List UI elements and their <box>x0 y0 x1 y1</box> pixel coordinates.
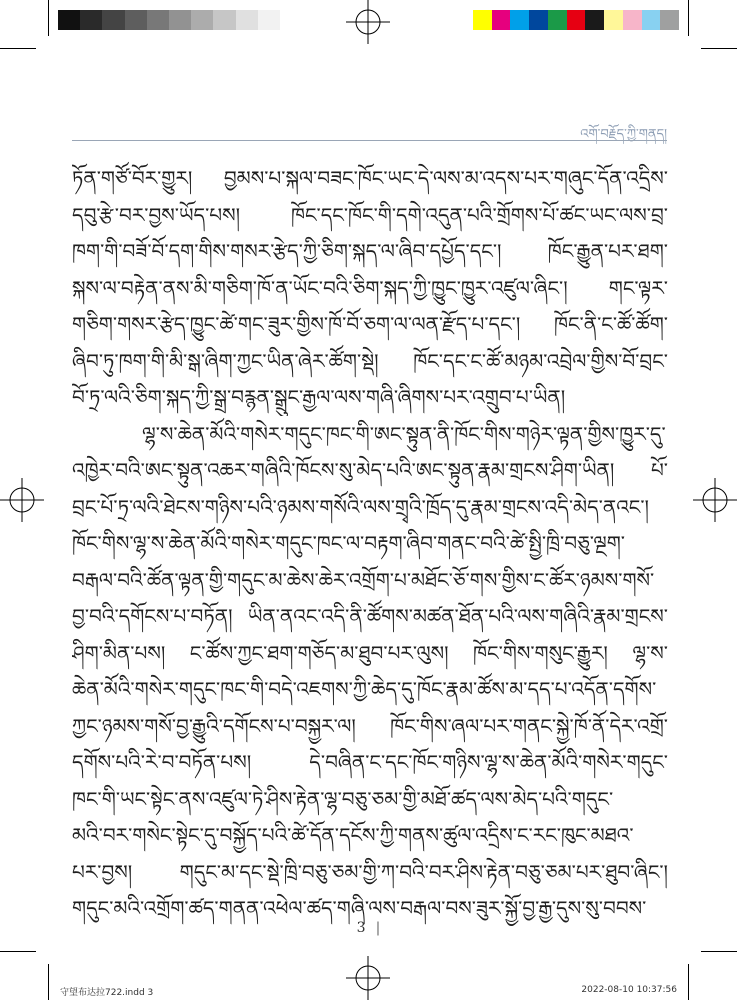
text-line: ཀྱང་ཉམས་གསོ་བྱ་རྒྱུའི་དགོངས་པ་བསྐྱར་ལ། ཁོང་གིས་ཞལ་པར་གནང་སྐྱེ་ཁོ་ནོ་དེར་འགྲོ་ <box>72 713 668 738</box>
text-line: པར་བྱས། གདུང་མ་དང་སྡེ་ཁྲི་བཅུ་ཅམ་གྱི་ཀ་བའི་བར་ཤིས་རྟེན་བཅུ་ཅམ་པར་ཐུབ་ཞིང་། <box>72 859 668 884</box>
text-line: དབུ་རྩེ་བར་བྱས་ཡོད་པས། ཁོང་དང་ཁོང་གི་དགེ་འདུན་པའི་གྲོགས་པོ་ཚང་ཡང་ལས་བྲ་ <box>72 202 668 227</box>
gray-swatch <box>102 10 124 30</box>
gray-swatch <box>80 10 102 30</box>
text-line: སྐས་ལ་བརྟེན་ནས་མི་གཅིག་ཁོ་ན་ཡོང་བའི་ཅིག་སྐད་ཀྱི་ཁྱུང་ཁྱུར་འཛུལ་ཞིང་། གང་ལྟར་ <box>72 275 668 300</box>
text-line: ཏོན་གཙོ་བོར་གྱུར། བྱམས་པ་སྐལ་བཟང་ཁོང་ཡང་དེ་ལས་མ་འདས་པར་གཞུང་དོན་འདྲིས་ <box>72 166 668 190</box>
gray-swatch <box>169 10 191 30</box>
crop-mark-br-v <box>688 964 689 1000</box>
color-swatch <box>604 10 623 30</box>
color-swatch <box>585 10 604 30</box>
crop-mark-bl-v <box>48 964 49 1000</box>
text-line: བྱ་བའི་དགོངས་པ་བཏོན། ཡིན་ནའང་འདི་ནི་ཚོགས་མཚན་ཐོན་པའི་ལས་གཞིའི་རྣམ་གྲངས་ <box>72 604 668 628</box>
slug-timestamp: 2022-08-10 10:37:56 <box>581 985 677 995</box>
text-line: ཁག་གི་བཟོ་བོ་དག་གིས་གསར་རྩེད་ཀྱི་ཅིག་སྐད་ལ་ཞིབ་དཔྱོད་དང་། ཁོང་རྒྱུན་པར་ཐག་ <box>72 239 668 263</box>
registration-mark-top <box>346 0 390 44</box>
registration-mark-left <box>0 478 44 522</box>
text-line: དགོས་པའི་རེ་བ་བཏོན་པས། དེ་བཞིན་ང་དང་ཁོང་གཉིས་ལྷ་ས་ཆེན་མོའི་གསེར་གདུང་ <box>72 750 668 774</box>
crop-mark-tr-v <box>688 0 689 36</box>
registration-mark-bottom <box>346 956 390 1000</box>
text-line: གཅིག་གསར་རྩེད་ཁྱུང་ཚེ་གང་ཟུར་གྱིས་ཁོ་བོ་ཅག་ལ་ལན་རྫོད་པ་དང་། ཁོང་ནི་ང་ཚོ་ཚོག་ <box>72 312 668 336</box>
gray-swatch <box>213 10 235 30</box>
text-line: བོ་ཏྲ་ལའི་ཅིག་སྐད་ཀྱི་སྒྲ་བརྙན་སྒྲུང་རྒྱལ་ལས་གཞི་ཞིགས་པར་འགྲུབ་པ་ཡིན། <box>72 385 566 409</box>
page-number <box>0 920 737 936</box>
gray-swatch <box>191 10 213 30</box>
text-line: བརྒལ་བའི་ཚོན་ལྟན་གྱི་གདུང་མ་ཆེས་ཆེར་འགྲོག་པ་མཐོང་ཅོ་གས་གྱིས་ང་ཚོར་ཉམས་གསོ་ <box>72 567 655 592</box>
text-line: ཁོང་གིས་ལྷ་ས་ཆེན་མོའི་གསེར་གདུང་ཁང་ལ་བརྟག་ཞིབ་གནང་བའི་ཚེ་སྤྱི་ཁྲི་བཅུ་ལྔག་ <box>72 531 625 555</box>
text-line: འཁྱེར་བའི་ཨང་སྟུན་འཆར་གཞིའི་ཁོངས་སུ་མེད་པའི་ཨང་སྟུན་རྣམ་གྲངས་ཤིག་ཡིན། པོ་ <box>72 458 668 482</box>
gray-swatch <box>147 10 169 30</box>
crop-mark-tl-h <box>0 48 36 49</box>
text-line: བྲང་པོ་ཏྲ་ལའི་ཐེངས་གཉིས་པའི་ཉམས་གསོའི་ལས་གྲྭའི་ཁྲོད་དུ་རྣམ་གྲངས་འདི་མེད་ནའང་། <box>72 494 649 519</box>
page-number-value: 3 <box>356 920 366 936</box>
color-swatch <box>510 10 529 30</box>
color-swatch <box>567 10 586 30</box>
paragraph-first-line: ལྷ་ས་ཆེན་མོའི་གསེར་གདུང་ཁང་གི་ཨང་སྟུན་ནི་ཁོང་གིས་གཉེར་ལྟན་གྱིས་ཁྱུར་དུ་ <box>142 421 666 446</box>
text-line: ཆེན་མོའི་གསེར་གདུང་ཁང་གི་བདེ་འཇགས་ཀྱི་ཆེད་དུ་ཁོང་རྣམ་ཚོས་མ་དད་པ་འདོན་དགོས་ <box>72 677 657 701</box>
text-line: མའི་བར་གསེང་སྟེང་དུ་བསྐྱོད་པའི་ཚེ་དོན་དངོས་ཀྱི་གནས་ཚུལ་འདྲིས་ང་རང་ཁུང་མཐའ་ <box>72 823 634 847</box>
color-swatch <box>529 10 548 30</box>
grayscale-calibration-bar <box>58 10 280 30</box>
color-swatch <box>642 10 661 30</box>
text-line: ཞིབ་ཏུ་ཁག་གི་མི་སྒ་ཞིག་ཀྱང་ཡིན་ཞེར་ཚོག་སྡེ། ཁོང་དང་ང་ཚོ་མཉམ་འབྲེལ་གྱིས་བོ་བྲང་ <box>72 348 668 373</box>
gray-swatch <box>125 10 147 30</box>
crop-mark-bl-h <box>0 951 36 952</box>
gray-swatch <box>58 10 80 30</box>
color-calibration-bar <box>473 10 679 30</box>
folio-divider: | <box>375 920 381 936</box>
color-swatch <box>660 10 679 30</box>
gray-swatch <box>236 10 258 30</box>
crop-mark-br-h <box>701 951 737 952</box>
color-swatch <box>492 10 511 30</box>
slug-filename: 守望布达拉722.indd 3 <box>60 988 154 998</box>
crop-mark-tr-h <box>701 48 737 49</box>
text-line: ཤིག་མིན་པས། ང་ཚོས་ཀྱང་ཐག་གཅོད་མ་ཐུབ་པར་ལུས། ཁོང་གིས་གསུང་རྒྱུར། ལྷ་ས་ <box>72 640 668 665</box>
gray-swatch <box>258 10 280 30</box>
registration-mark-right <box>693 478 737 522</box>
body-text <box>72 160 668 927</box>
color-swatch <box>473 10 492 30</box>
color-swatch <box>548 10 567 30</box>
running-head: འགོ་བརྗོད་ཀྱི་གནད། <box>580 127 667 142</box>
text-line: ཁང་གི་ཡང་སྟེང་ནས་འཛུལ་ཏེ་ཤིས་རྟེན་ལྷ་བཅུ་ཅམ་གྱི་མཐོ་ཚད་ལས་མེད་པའི་གདུང་ <box>72 786 614 811</box>
crop-mark-tl-v <box>48 0 49 36</box>
color-swatch <box>623 10 642 30</box>
text-line: གདུང་མའི་འགྲོག་ཚད་གནན་འཕེལ་ཚད་གཞི་ལས་བརྒལ་བས་ཟུར་སྐྱོ་བྱ་རྒྱ་དུས་སུ་བབས་ <box>72 896 647 920</box>
header-rule <box>72 140 667 141</box>
